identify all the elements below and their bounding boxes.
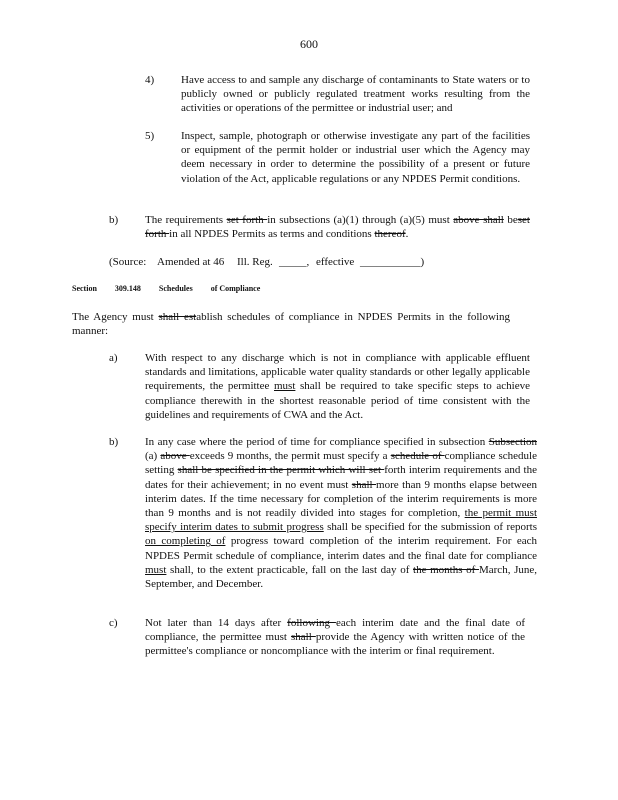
sub-a-text: With respect to any discharge which is not in compliance with applicable effluent standards and limitations, applicable water quality standards or other legally applicable requirements, the permittee must shall be required to take specific steps to achieve compliance therewith in the shortest reasonable period of time consistent with the guidelines and requirements of CWA and the Act. (145, 352, 530, 421)
item-4-text: Have access to and sample any discharge of contaminants to State waters or to publicly owned or publicly regulated treatment works resulting from the activities or operations of the permittee or industrial user; and (181, 74, 530, 115)
item-5-text: Inspect, sample, photograph or otherwise investigate any part of the facilities or equipment of the permit holder or industrial user which the Agency may deem necessary in order to determine the possibility of a present or future violation of the Act, applicable regulations or any NPDES Permit conditions. (181, 130, 530, 185)
sub-c-text: Not later than 14 days after following each interim date and the final date of compliance, the permittee must shall provide the Agency with written notice of the permittee's compliance or noncompliance with the interim or final requirement. (145, 617, 525, 658)
item-4-marker: 4) (145, 74, 155, 86)
source-blank-2: ___________) (360, 256, 425, 268)
para-b-marker: b) (109, 214, 119, 226)
sub-b-text: In any case where the period of time for compliance specified in subsection Subsection (a) above exceeds 9 months, the permit must specify a schedule of compliance schedule setting shall be specified in the permit which will set forth interim requirements and the dates for their achievement; in no event must shall more than 9 months elapse between interim dates. If the time necessary for completion of the interim requirements is more than 9 months and is not readily divided into stages for completion, the permit must specify interim dates to submit progress shall be specified for the submission of reports on completing of progress toward completion of the interim requirement. For each NPDES Permit schedule of compliance, interim dates and the final date for compliance must shall, to the extent practicable, fall on the last day of the months of March, June, September, and December. (145, 436, 538, 591)
para-b-text: The requirements set forth in subsections (a)(1) through (a)(5) must above shall beset forth in all NPDES Permits as terms and conditions thereof. (145, 214, 530, 241)
intro-text: The Agency must shall establish schedules of compliance in NPDES Permits in the following manner: (72, 311, 510, 338)
sub-b-marker: b) (109, 436, 119, 448)
sub-a-marker: a) (109, 352, 118, 364)
source-open: (Source: (109, 256, 147, 268)
source-blank-1: _____, (279, 256, 310, 268)
section-heading: Section 309.148 Schedules of Compliance (72, 284, 261, 293)
source-effective: effective (316, 256, 355, 268)
page-number: 600 (300, 37, 318, 51)
sub-c-marker: c) (109, 617, 118, 629)
item-5-marker: 5) (145, 130, 155, 142)
source-amended: Amended at 46 (157, 256, 225, 268)
source-reg: Ill. Reg. (237, 256, 273, 268)
